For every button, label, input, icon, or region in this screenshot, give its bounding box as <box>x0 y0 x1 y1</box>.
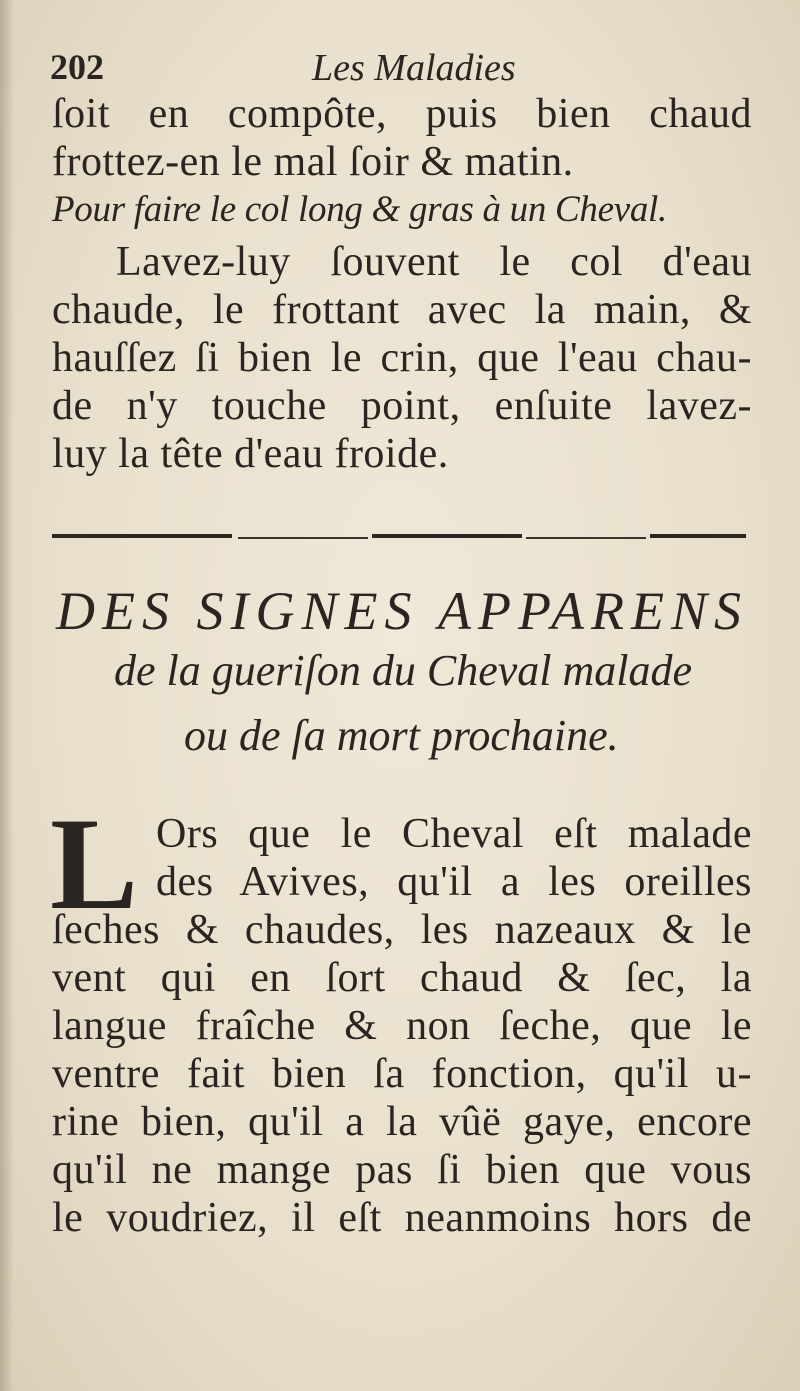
paragraph-1 <box>52 90 752 186</box>
text-line: ventre fait bien ſa fonction, qu'il u- <box>52 1051 752 1097</box>
text-line: qu'il ne mange pas ſi bien que vous <box>52 1147 752 1193</box>
text-line: le voudriez, il eſt neanmoins hors de <box>52 1195 752 1241</box>
text-line: ſoit en compôte, puis bien chaud <box>52 91 752 137</box>
text-line: langue fraîche & non ſeche, que le <box>52 1003 752 1049</box>
text-line: chaude, le frottant avec la main, & <box>52 287 752 333</box>
text-line: Ors que le Cheval eſt malade <box>156 811 752 857</box>
ornamental-rule <box>52 528 750 544</box>
text-line: luy la tête d'eau froide. <box>52 431 449 477</box>
text-line: ſeches & chaudes, les nazeaux & le <box>52 907 752 953</box>
chapter-title: DES SIGNES APPARENS <box>56 581 748 641</box>
page-number: 202 <box>50 47 104 87</box>
text-line: Lavez-luy ſouvent le col d'eau <box>116 239 752 285</box>
chapter-subtitle-1: de la gueriſon du Cheval malade <box>114 646 693 695</box>
paragraph-3 <box>52 810 752 1242</box>
chapter-subtitle-2: ou de ſa mort prochaine. <box>184 711 619 760</box>
running-title: Les Maladies <box>312 47 516 89</box>
text-line: des Avives, qu'il a les oreilles <box>156 859 752 905</box>
text-line: vent qui en ſort chaud & ſec, la <box>52 955 752 1001</box>
text-line: hauſſez ſi bien le crin, que l'eau chau- <box>52 335 752 381</box>
drop-cap: L <box>50 790 139 937</box>
page-header <box>48 46 760 90</box>
text-line: rine bien, qu'il a la vûë gaye, encore <box>52 1099 752 1145</box>
paragraph-2 <box>52 238 752 478</box>
section-heading: Pour faire le col long & gras à un Cheval. <box>52 189 667 230</box>
text-line: de n'y touche point, enſuite lavez- <box>52 383 752 429</box>
text-line: frottez-en le mal ſoir & matin. <box>52 139 574 185</box>
